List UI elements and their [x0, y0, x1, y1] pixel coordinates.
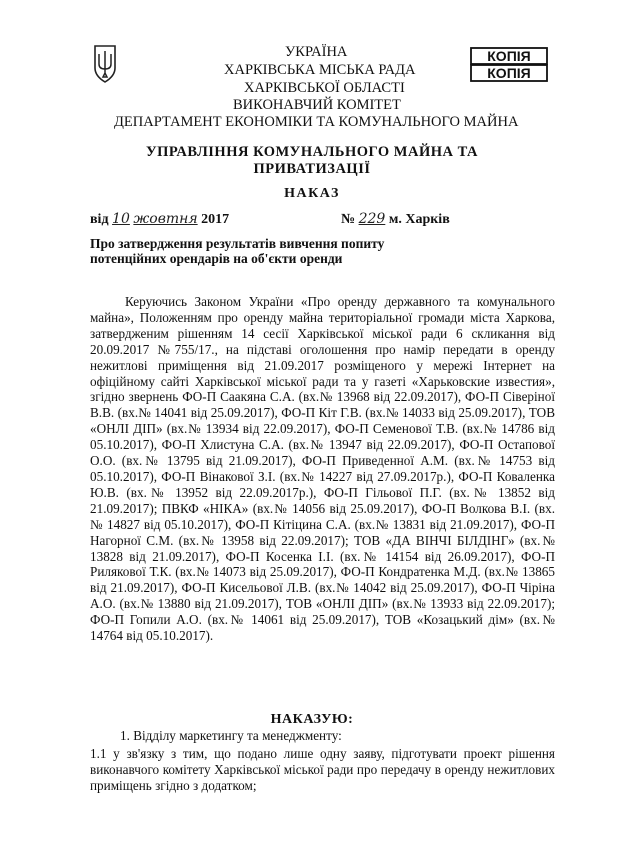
department-title-line1: УПРАВЛІННЯ КОМУНАЛЬНОГО МАЙНА ТА [145, 144, 479, 160]
date-day: 10 [112, 211, 130, 227]
header-committee: ВИКОНАВЧИЙ КОМІТЕТ [233, 97, 401, 113]
order-city: м. Харків [388, 212, 450, 227]
order-body [90, 294, 555, 644]
stamp-line2: КОПІЯ [487, 65, 531, 81]
order-heading: НАКАЗ [284, 186, 340, 201]
copy-stamp [469, 46, 549, 83]
directive-heading: НАКАЗУЮ: [270, 712, 354, 727]
order-date [90, 211, 229, 228]
date-year: 2017 [201, 212, 230, 227]
directive-item-1: 1. Відділу маркетингу та менеджменту: [120, 728, 342, 743]
header-region: ХАРКІВСЬКОЇ ОБЛАСТІ [244, 80, 405, 96]
header-country: УКРАЇНА [285, 44, 348, 60]
trident-emblem-icon [92, 44, 118, 86]
date-prefix: від [90, 212, 109, 227]
order-number [341, 211, 450, 228]
body-paragraph: Керуючись Законом України «Про оренду державного та комунального майна», Положенням про оренду майна територіальної громади міста Харкова, затвердженим рішенням 14 сесії Харківської міської ради 6 скликання від 20.09.2017 №755/17., на підставі оголошення про намір передати в оренду нежитлові приміщення від 21.09.2017 розміщеного у мережі Інтернет на офіційному сайті Харківської міської ради та у газеті «Харьковские известия», згідно звернень ФО-П Саакяна С.А. (вх.№ 13968 від 22.09.2017), ФО-П Сіверіної В.В. (вх.№ 14041 від 25.09.2017), ФО-П Кіт Г.В. (вх.№ 14033 від 25.09.2017), ТОВ «ОНЛІ ДІП» (вх.№ 13934 від 22.09.2017), ФО-П Семенової Т.В. (вх.№ 14786 від 05.10.2017), ФО-П Хлистуна С.А. (вх.№ 13947 від 22.09.2017), ФО-П Остапової О.О. (вх.№ 13795 від 21.09.2017), ФО-П Приведенної А.М. (вх.№ 14753 від 05.10.2017), ФО-П Вінакової З.І. (вх.№ 14227 від 27.09.2017р.), ФО-П Коваленка Ю.В. (вх.№ 13952 від 22.09.2017р.), ФО-П Гільової П.Г. (вх.№ 13852 від 21.09.2017); ПВКФ «НІКА» (вх.№ 14056 від 25.09.2017), ФО-П Волкова В.І. (вх.№ 14827 від 05.10.2017), ФО-П Кітіцина С.А. (вх.№ 13831 від 21.09.2017), ФО-П Нагорної С.М. (вх.№ 13958 від 22.09.2017); ТОВ «ДА ВІНЧІ БІЛДІНГ» (вх.№ 13828 від 21.09.2017), ФО-П Косенка І.І. (вх.№ 14154 від 26.09.2017), ФО-П Рилякової Т.К. (вх.№ 14073 від 25.09.2017), ФО-П Кондратенка М.Д. (вх.№ 13865 від 21.09.2017), ФО-П Кисельової Л.В. (вх.№ 14042 від 25.09.2017), ФО-П Чіріна А.О. (вх.№ 13880 від 21.09.2017), ТОВ «ОНЛІ ДІП» (вх.№ 13933 від 22.09.2017); ФО-П Гопили А.О. (вх.№ 14061 від 25.09.2017), ТОВ «Козацький дім» (вх.№ 14764 від 05.10.2017). [90, 294, 555, 644]
date-month: жовтня [133, 211, 198, 227]
order-subject: Про затвердження результатів вивчення попиту потенційних орендарів на об'єкти оренди [90, 236, 385, 266]
department-title-line2: ПРИВАТИЗАЦІЇ [253, 161, 371, 177]
number-value: 229 [358, 211, 386, 227]
header-department: ДЕПАРТАМЕНТ ЕКОНОМІКИ ТА КОМУНАЛЬНОГО МАЙНА [114, 114, 519, 130]
directive-item-1-1: 1.1 у зв'язку з тим, що подано лише одну заяву, підготувати проект рішення виконавчого комітету Харківської міської ради про передачу в оренду нежитлових приміщень згідно з додатком; [90, 746, 555, 793]
number-prefix: № [341, 212, 356, 227]
stamp-line1: КОПІЯ [487, 48, 531, 64]
header-council: ХАРКІВСЬКА МІСЬКА РАДА [224, 62, 416, 78]
